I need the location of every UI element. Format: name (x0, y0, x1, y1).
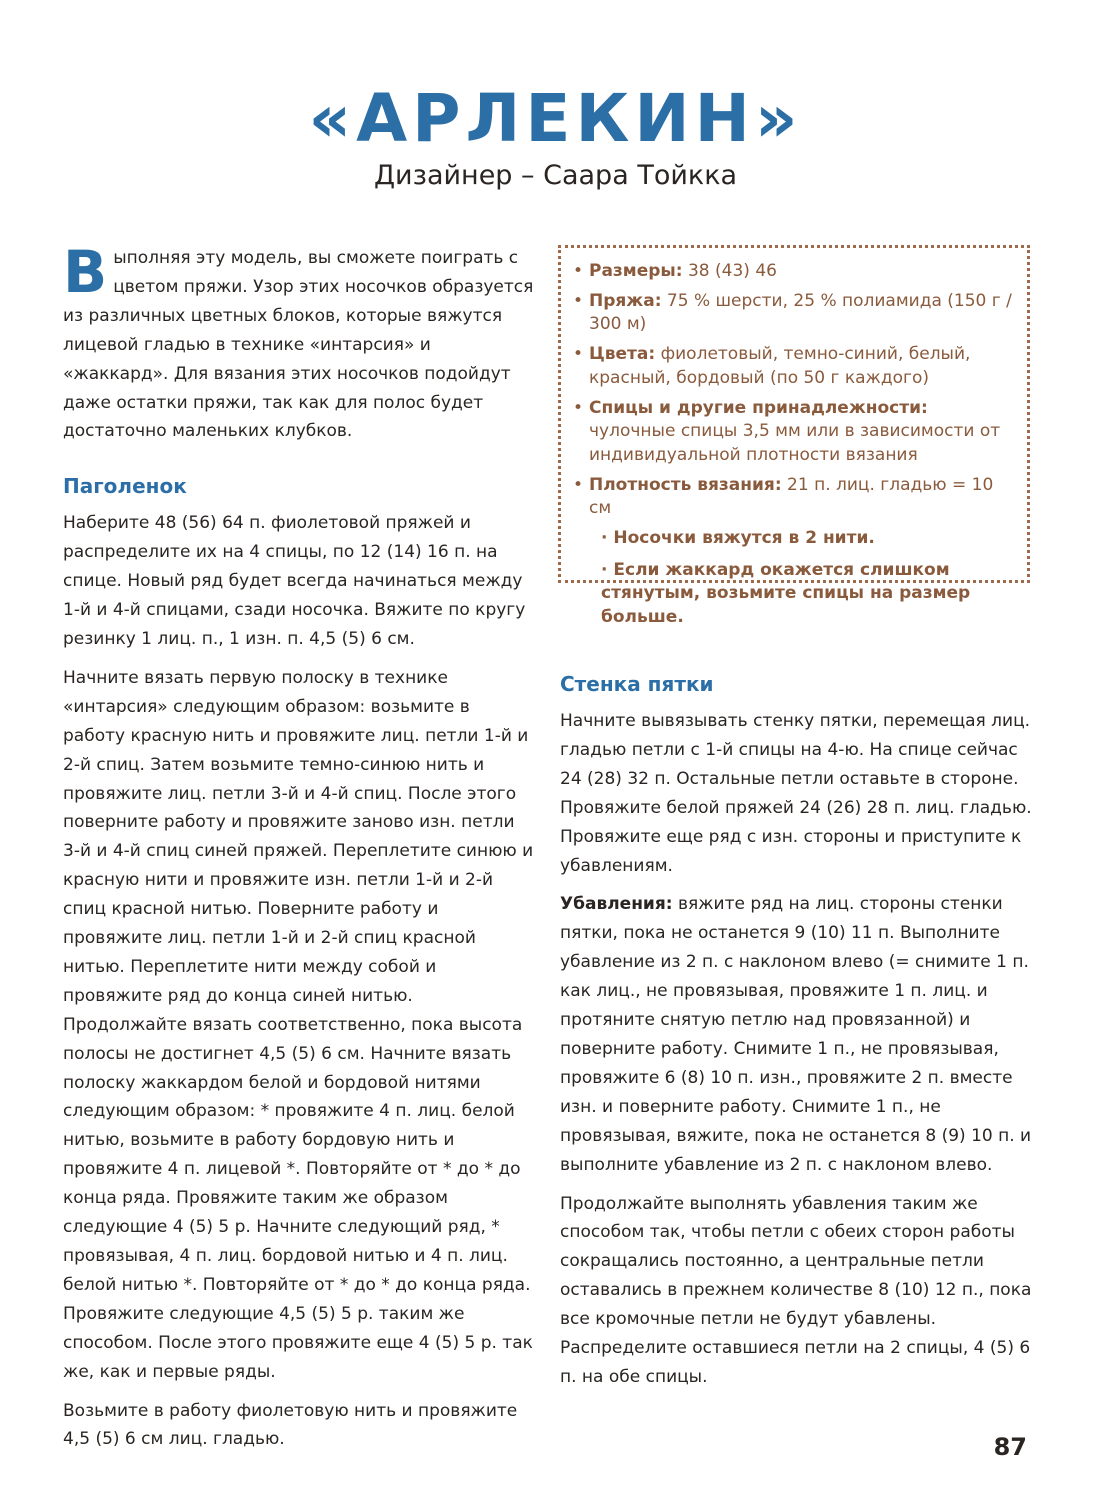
info-box (558, 245, 1030, 628)
info-note: · Носочки вяжутся в 2 нити. (601, 528, 875, 549)
page-number: 87 (993, 1433, 1027, 1461)
right-column (560, 670, 1035, 1402)
section1-paragraph: Возьмите в работу фиолетовую нить и провяжите 4,5 (5) 6 см лиц. гладью. (63, 1400, 518, 1450)
info-label: Плотность вязания: (589, 474, 782, 495)
section1-paragraph: Наберите 48 (56) 64 п. фиолетовой пряжей и распределите их на 4 спицы, по 12 (14) 16 п. на спице. Новый ряд будет всегда начинаться между 1-й и 4-й спицами, сзади носочка. Вяжите по кругу резинку 1 лиц. п., 1 изн. п. 4,5 (5) 6 см. (63, 513, 526, 649)
left-column (63, 238, 535, 1464)
section2-paragraph-decreases (560, 890, 1035, 1179)
info-item-needles (573, 397, 1013, 468)
info-label: Спицы и другие принадлежности: (589, 397, 928, 418)
section-heading-heel: Стенка пятки (560, 672, 714, 696)
info-list (573, 260, 1013, 521)
designer-credit: Дизайнер – Саара Тойкка (373, 160, 738, 191)
drop-cap: В (63, 238, 108, 306)
decreases-text: вяжите ряд на лиц. стороны стенки пятки, пока не останется 9 (10) 11 п. Выполните убавление из 2 п. с наклоном влево (= снимите 1 п. как лиц., не провязывая, провяжите 1 п. лиц. и протяните снятую петлю над провязанной) и поверните работу. Снимите 1 п., не провязывая, провяжите 6 (8) 10 п. изн., провяжите 2 п. вместе изн. и поверните работу. Снимите 1 п., не провязывая, вяжите, пока не останется 8 (9) 10 п. и выполните убавление из 2 п. с наклоном влево. (560, 894, 1032, 1175)
decreases-label: Убавления: (560, 894, 673, 915)
section-heading-pagolenok: Паголенок (63, 474, 187, 499)
info-value: 38 (43) 46 (682, 261, 777, 281)
section1-paragraph: Начните вязать первую полоску в технике «интарсия» следующим образом: возьмите в работу красную нить и провяжите лиц. петли 1-й и 2-й спиц. Затем возьмите темно-синюю нить и провяжите лиц. петли 3-й и 4-й спиц. После этого поверните работу и провяжите заново изн. петли 3-й и 4-й спиц синей пряжей. Переплетите синюю и красную нити и провяжите изн. петли 1-й и 2-й спиц красной нитью. Поверните работу и провяжите лиц. петли 1-й и 2-й спиц красной нитью. Переплетите нити между собой и провяжите ряд до конца синей нитью. Продолжайте вязать соответственно, пока высота полосы не достигнет 4,5 (5) 6 см. Начните вязать полоску жаккардом белой и бордовой нитями следующим образом: * провяжите 4 п. лиц. белой нитью, возьмите в работу бордовую нить и провяжите 4 п. лицевой *. Повторяйте от * до * до конца ряда. Провяжите таким же образом следующие 4 (5) 5 р. Начните следующий ряд, * провязывая, 4 п. лиц. бордовой нитью и 4 п. лиц. белой нитью *. Повторяйте от * до * до конца ряда. Провяжите следующие 4,5 (5) 5 р. таким же способом. После этого провяжите еще 4 (5) 5 р. так же, как и первые ряды. (63, 667, 534, 1382)
info-value: чулочные спицы 3,5 мм или в зависимости от индивидуальной плотности вязания (589, 421, 1001, 465)
section2-paragraph: Продолжайте выполнять убавления таким же способом так, чтобы петли с обеих сторон работы сокращались постоянно, а центральные петли оставались в прежнем количестве 8 (10) 12 п., пока все кромочные петли не будут убавлены. Распределите оставшиеся петли на 2 спицы, 4 (5) 6 п. на обе спицы. (560, 1193, 1032, 1387)
section2-paragraph: Начните вывязывать стенку пятки, перемещая лиц. гладью петли с 1-й спицы на 4-ю. На спице сейчас 24 (28) 32 п. Остальные петли оставьте в стороне. Провяжите белой пряжей 24 (26) 28 п. лиц. гладью. Провяжите еще ряд с изн. стороны и приступите к убавлениям. (560, 711, 1032, 876)
page-title: «АРЛЕКИН» (308, 80, 803, 157)
info-label: Размеры: (589, 261, 683, 281)
info-value: 75 % шерсти, 25 % полиамида (150 г / 300 м) (589, 290, 1012, 335)
info-item-sizes (573, 260, 1013, 284)
info-label: Цвета: (589, 344, 656, 365)
info-note: · Если жаккард окажется слишком стянутым, возьмите спицы на размер больше. (601, 559, 971, 628)
info-item-colors (573, 343, 1013, 390)
info-item-gauge (573, 474, 1013, 521)
intro-paragraph (63, 238, 535, 446)
info-value: 21 п. лиц. гладью = 10 см (589, 474, 994, 519)
info-item-yarn (573, 290, 1013, 337)
info-label: Пряжа: (589, 290, 662, 311)
info-value: фиолетовый, темно-синий, белый, красный, бордовый (по 50 г каждого) (589, 344, 971, 388)
intro-text: ыполняя эту модель, вы сможете поиграть с цветом пряжи. Узор этих носочков образуется из различных цветных блоков, которые вяжутся лицевой гладью в технике «интарсия» и «жаккард». Для вязания этих носочков подойдут даже остатки пряжи, так как для полос будет достаточно маленьких клубков. (63, 248, 534, 442)
